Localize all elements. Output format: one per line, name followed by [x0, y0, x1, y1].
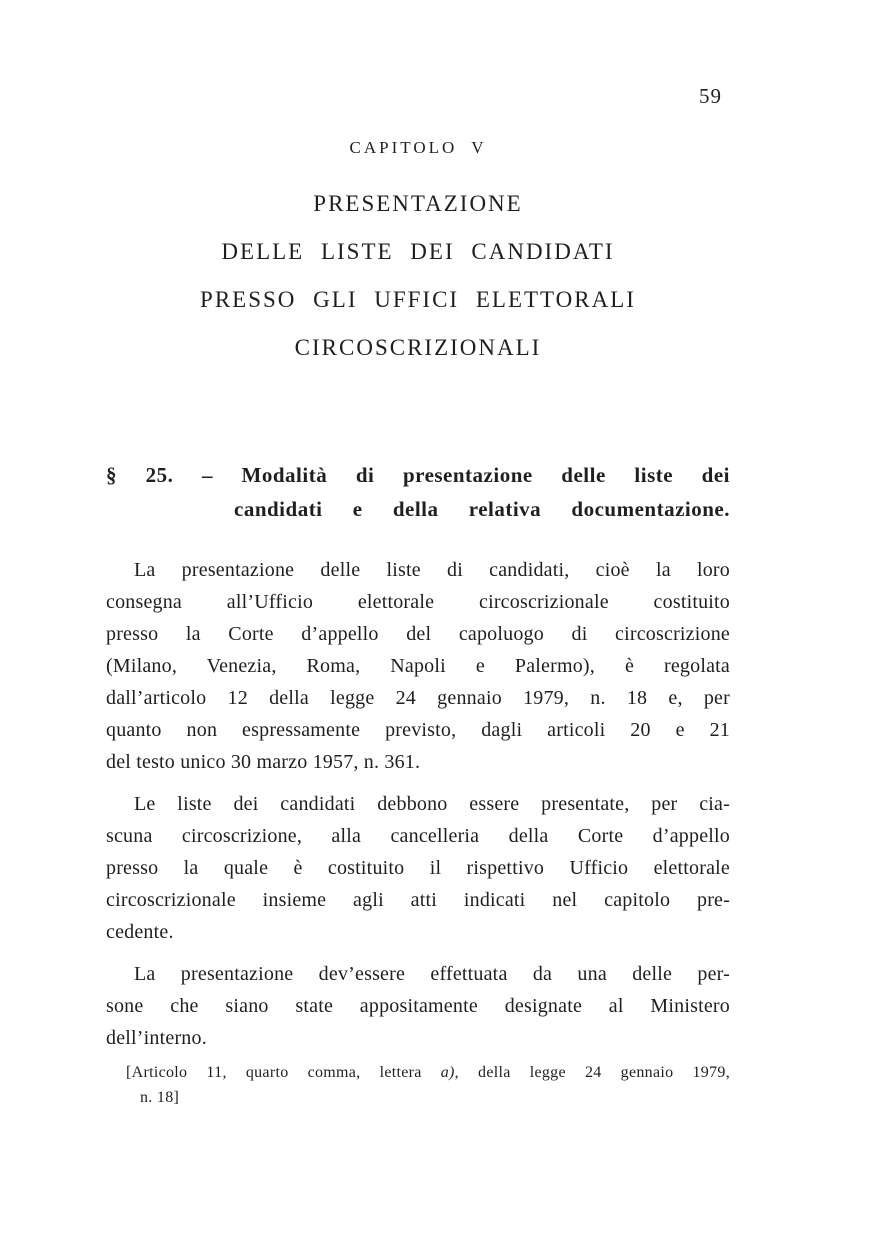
footnote-text: [Articolo 11, quarto comma, lettera	[126, 1064, 441, 1081]
paragraph-line: cedente.	[106, 921, 174, 943]
chapter-label: CAPITOLO V	[349, 138, 487, 157]
paragraph	[106, 958, 730, 1054]
chapter-title-line: PRESENTAZIONE	[313, 191, 523, 216]
footnote-line	[126, 1060, 730, 1085]
chapter-title-line: PRESSO GLI UFFICI ELETTORALI	[200, 287, 636, 312]
text-column	[106, 0, 730, 1110]
paragraph-line: consegna all’Ufficio elettorale circoscrizionale costituito	[106, 591, 730, 613]
paragraph-line: La presentazione delle liste di candidati, cioè la loro	[134, 559, 730, 581]
footnote-italic-letter: a)	[440, 1064, 455, 1081]
footnote	[106, 1060, 730, 1110]
chapter-title-line: DELLE LISTE DEI CANDIDATI	[221, 239, 615, 264]
paragraph-line: presso la Corte d’appello del capoluogo di circoscrizione	[106, 623, 730, 645]
footnote-line: n. 18]	[140, 1089, 180, 1106]
paragraph-line: (Milano, Venezia, Roma, Napoli e Palermo), è regolata	[106, 655, 730, 677]
paragraph-line: Le liste dei candidati debbono essere presentate, per cia-	[134, 793, 730, 815]
paragraph-line: sone che siano state appositamente designate al Ministero	[106, 995, 730, 1017]
paragraph	[106, 554, 730, 778]
paragraph-line: dell’interno.	[106, 1027, 207, 1049]
footnote-text: , della legge 24 gennaio 1979,	[454, 1064, 730, 1081]
body-text	[106, 554, 730, 1054]
paragraph	[106, 788, 730, 948]
section-heading-line: candidati e della relativa documentazione.	[234, 497, 730, 521]
chapter-title-line: CIRCOSCRIZIONALI	[294, 335, 542, 360]
paragraph-line: dall’articolo 12 della legge 24 gennaio 1979, n. 18 e, per	[106, 687, 730, 709]
paragraph-line: circoscrizionale insieme agli atti indicati nel capitolo pre-	[106, 889, 730, 911]
paragraph-line: scuna circoscrizione, alla cancelleria della Corte d’appello	[106, 825, 730, 847]
paragraph-line: presso la quale è costituito il rispettivo Ufficio elettorale	[106, 857, 730, 879]
paragraph-line: quanto non espressamente previsto, dagli articoli 20 e 21	[106, 719, 730, 741]
page-number: 59	[699, 84, 722, 108]
section-heading-line: § 25. – Modalità di presentazione delle liste dei	[106, 463, 730, 487]
section-heading	[106, 458, 730, 526]
paragraph-line: del testo unico 30 marzo 1957, n. 361.	[106, 751, 421, 773]
chapter-title	[106, 180, 730, 372]
paragraph-line: La presentazione dev’essere effettuata da una delle per-	[134, 963, 730, 985]
